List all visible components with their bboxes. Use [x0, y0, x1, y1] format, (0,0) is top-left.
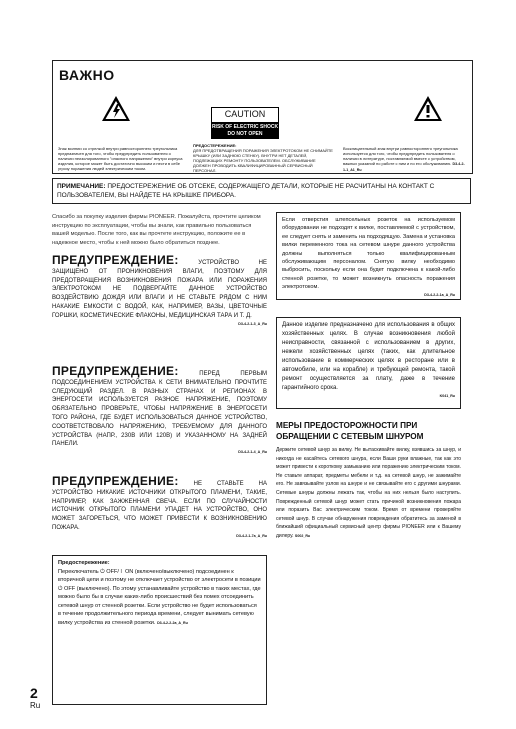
power-switch-caution-code: D3-4-2-2-2a_A_Ru: [157, 620, 188, 625]
exclamation-warning-icon: [413, 95, 443, 122]
warning-moisture-text: УСТРОЙСТВО НЕ ЗАЩИЩЕНО ОТ ПРОНИКНОВЕНИЯ ВЛАГИ, ПОЭТОМУ ДЛЯ ПРЕДОТВРАЩЕНИЯ ВОЗНИКНОВЕНИЯ ПОЖАРА ИЛИ ПОРАЖЕНИЯ ЭЛЕКТРОТОКОМ НЕ ПОДВЕРГАЙТЕ ДАННОЕ УСТРОЙСТВО ВОЗДЕЙСТВИЮ ДОЖДЯ ИЛИ ВЛАГИ И НЕ СТАВЬТЕ РЯДОМ С НИМ НАКАКИЕ ЕМКОСТИ С ВОДОЙ, КАК, НАПРИМЕР, ВАЗЫ, ЦВЕТОЧНЫЕ ГОРШКИ, КОСМЕТИЧЕСКИЕ ФЛАКОНЫ, МЕДИЦИНСКАЯ ТАРА И Т. Д.: [52, 260, 267, 319]
caution-top-text: CAUTION: [211, 107, 279, 123]
page-number: 2: [30, 685, 38, 701]
warning-flame-heading: ПРЕДУПРЕЖДЕНИЕ:: [52, 474, 179, 488]
note-text: ПРЕДОСТЕРЕЖЕНИЕ ОБ ОТСЕКЕ, СОДЕРЖАЩЕГО ДЕТАЛИ, КОТОРЫЕ НЕ РАСЧИТАНЫ НА КОНТАКТ С ПОЛЬЗОВАТЕЛЕМ, ВЫ НАЙДЕТЕ НА КРЫШКЕ ПРИБОРА.: [57, 183, 435, 199]
caution-bottom-text: RISK OF ELECTRIC SHOCK DO NOT OPEN: [211, 124, 279, 137]
note-label: ПРИМЕЧАНИЕ:: [57, 183, 106, 190]
warning-moisture-heading: ПРЕДУПРЕЖДЕНИЕ:: [52, 253, 179, 267]
power-switch-caution-text: Переключатель ⏻ OFF/⏽ ON (включено/выключено) подсоединен к вторичной цепи и поэтому не отключает устройство от электросети в позиции ⏻ OFF (выключено). По этому устанавливайте устройство в таких местах, где можно было бы в случае каких-либо происшествий без помех отсоединить сетевой шнур от стенной розетки. Если устройство не будет использоваться в течение продолжительного периода времени, следует вынимать сетевую вилку устройства из стенной розетки.: [58, 568, 261, 626]
warning-flame: [52, 474, 267, 539]
power-cord-paragraph: Держите сетевой шнур за вилку. Не вытаскивайте вилку, взявшись за шнур, и никогда не касайтесь сетевого шнура, если Ваши руки влажные, так как это может привести к короткому замыканию или поражению электрическим током. Не ставьте аппарат, предметы мебели и т.д. на сетевой шнур, не зажимайте его. Не завязывайте узлов на шнуре и не связывайте его с другими шнурами. Сетевые шнуры должны лежать так, чтобы на них нельзя было наступить. Поврежденный сетевой шнур может стать причиной возникновения пожара или поразить Вас электрическим током. Время от времени проверяйте сетевой шнур. В случае обнаружения повреждения обратитесь за заменой в ближайший официальный сервисный центр фирмы PIONEER или к Вашему дилеру.: [276, 447, 461, 539]
exclamation-code: D3-4-2-1-1_A1_Ru: [343, 162, 465, 172]
caution-label: [211, 107, 279, 137]
warning-voltage-text: ПЕРЕД ПЕРВЫМ ПОДСОЕДИНЕНИЕМ УСТРОЙСТВА К СЕТИ ВНИМАТЕЛЬНО ПРОЧТИТЕ СЛЕДУЮЩИЙ РАЗДЕЛ. В РАЗНЫХ СТРАНАХ И РЕГИОНАХ В ЭНЕРГОСЕТИ ИСПОЛЬЗУЕТСЯ РАЗНОЕ НАПРЯЖЕНИЕ, ПОЭТОМУ ОБЯЗАТЕЛЬНО ПРОВЕРЬТЕ, ЧТОБЫ НАПРЯЖЕНИЕ В ЭНЕРГОСЕТИ ТОГО РАЙОНА, ГДЕ БУДЕТ ИСПОЛЬЗОВАТЬСЯ ДАННОЕ УСТРОЙСТВО, СООТВЕТСТВОВАЛО НАПРЯЖЕНИЮ, ТРЕБУЕМОМУ ДЛЯ ДАННОГО УСТРОЙСТВА (НАПР., 230В ИЛИ 120В) И УКАЗАННОМУ НА ЗАДНЕЙ ПАНЕЛИ.: [52, 371, 267, 448]
plug-replacement-box: [276, 212, 461, 300]
exclamation-text: Восклицательный знак внутри равностороннего треугольника используется для того, чтобы предупредить пользователя о наличии в литературе, поставляемой вместе с устройством, важных указаний по работе с ним и по его обслуживанию.: [343, 146, 458, 166]
power-cord-heading: МЕРЫ ПРЕДОСТОРОЖНОСТИ ПРИ ОБРАЩЕНИИ С СЕТЕВЫМ ШНУРОМ: [276, 421, 424, 441]
caution-text: ДЛЯ ПРЕДОТВРАЩЕНИЯ ПОРАЖЕНИЯ ЭЛЕКТРОТОКОМ НЕ СНИМАЙТЕ КРЫШКУ (ИЛИ ЗАДНЮЮ СТЕНКУ). ВНУТРИ НЕТ ДЕТАЛЕЙ, ПОДЛЕЖАЩИХ РЕМОНТУ ПОЛЬЗОВАТЕЛЕМ. ОБСЛУЖИВАНИЕ ДОЛЖЕН ПРОВОДИТЬ КВАЛИФИЦИРОВАННЫЙ СЕРВИСНЫЙ ПЕРСОНАЛ.: [193, 148, 333, 173]
exclamation-explanation: [343, 146, 467, 173]
warning-flame-text: НЕ СТАВЬТЕ НА УСТРОЙСТВО НИКАКИЕ ИСТОЧНИКИ ОТКРЫТОГО ПЛАМЕНИ, ТАКИЕ, НАПРИМЕР, КАК ЗАЖЖЕННАЯ СВЕЧА. ЕСЛИ ПО СЛУЧАЙНОСТИ ИСТОЧНИК ОТКРЫТОГО ПЛАМЕНИ УПАДЕТ НА УСТРОЙСТВО, ОНО МОЖЕТ ЗАГОРЕТЬСЯ, ЧТО МОЖЕТ ПРИВЕСТИ К ВОЗНИКНОВЕНИЮ ПОЖАРА.: [52, 481, 267, 531]
power-switch-caution-heading: Предостережение:: [58, 560, 110, 566]
household-use-code: K041_Ru: [439, 394, 455, 398]
power-switch-caution-box: [52, 555, 267, 705]
thanks-paragraph: Спасибо за покупку изделия фирмы PIONEER. Пожалуйста, прочтите целиком инструкцию по эксплуатации, чтобы вы знали, как правильно пользоваться вашей моделью. После того, как вы прочтете инструкцию, положите ее в надежное место, чтобы к ней можно было обратиться позднее.: [52, 214, 261, 246]
warning-voltage-code: D3-4-2-1-4_A_Ru: [238, 450, 267, 455]
power-cord-text: [276, 446, 461, 541]
note-box: [52, 178, 471, 204]
plug-replacement-text: Если отверстия штепсельных розеток на используемом оборудовании не подходят к вилке, поставляемой с устройством, ее следует снять и заменить на подходящую. Замена и установка вилки переменного тока на сетевом шнуре данного устройства должны выполняться только квалифицированным обслуживающим персоналом. Снятую вилку необходимо выбросить, поскольку если она будет подключена к какой-либо стенной розетке, то может возникнуть опасность поражения электротоком.: [282, 217, 455, 291]
lightning-warning-icon: [101, 95, 131, 122]
warning-voltage: [52, 364, 267, 455]
caution-heading: ПРЕДОСТЕРЕЖЕНИЕ:: [193, 143, 237, 148]
plug-replacement-code: D3-4-2-2-1a_A_Ru: [424, 292, 455, 297]
power-cord-code: S002_Ru: [294, 533, 311, 538]
page-language: Ru: [30, 701, 41, 710]
warning-voltage-heading: ПРЕДУПРЕЖДЕНИЕ:: [52, 364, 179, 378]
lightning-explanation: Знак молнии со стрелкой внутри равностороннего треугольника предназначен для того, чтобы предупредить пользователя о наличии неизолированного "опасного напряжения" внутри корпуса изделия, которое может быть достаточно высоким и нести в себе угрозу поражения людей электрическим током.: [58, 146, 183, 171]
caution-explanation: [193, 143, 333, 173]
household-use-box: [276, 317, 461, 409]
important-box: [52, 60, 473, 174]
important-title: ВАЖНО: [59, 67, 115, 83]
household-use-text: Данное изделие предназначено для использования в общих хозяйственных целях. В случае возникновения любой неисправности, связанной с использованием в других, нежели хозяйственных целях (таких, как длительное использование в коммерческих целях в ресторане или в автомобиле, или на корабле) и требующей ремонта, такой ремонт осуществляется за плату, даже в течение гарантийного срока.: [282, 322, 455, 391]
warning-flame-code: D3-4-2-1-7a_A_Ru: [236, 533, 267, 538]
warning-moisture: [52, 253, 267, 327]
warning-moisture-code: D3-4-2-1-3_A_Ru: [238, 321, 267, 326]
